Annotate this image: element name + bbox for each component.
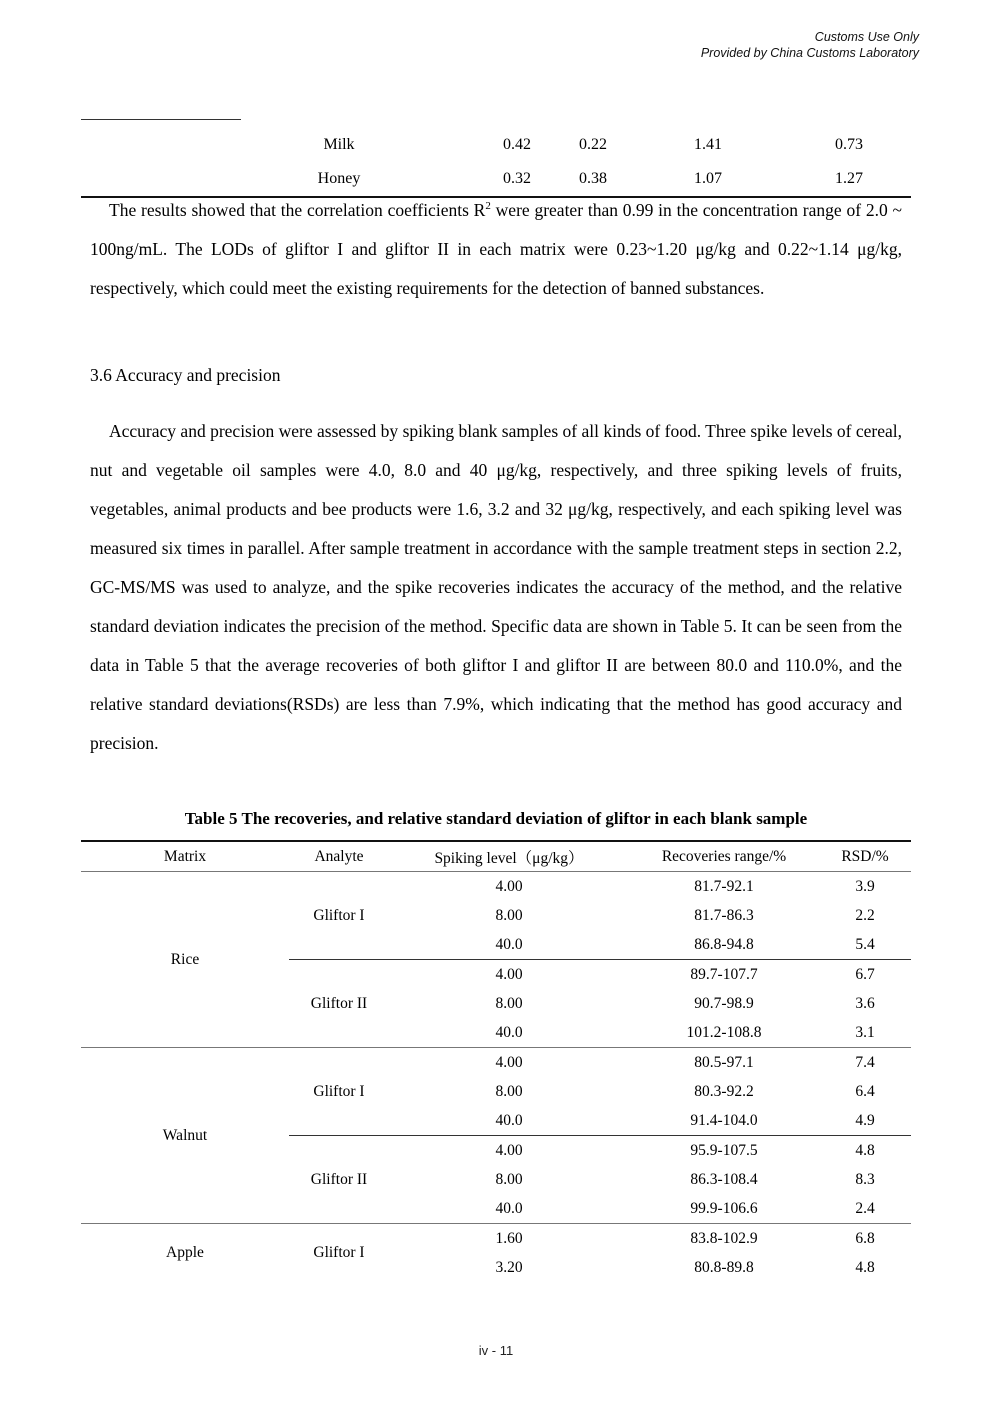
recovery-range-cell: 86.3-108.4 bbox=[690, 1170, 758, 1188]
recovery-range-cell: 95.9-107.5 bbox=[629, 1136, 819, 1166]
spiking-level-cell: 40.0 bbox=[495, 1199, 523, 1217]
column-header: Analyte bbox=[289, 841, 389, 872]
previous-table-continuation bbox=[81, 128, 911, 198]
rsd-cell: 6.7 bbox=[819, 960, 911, 990]
rsd-cell: 3.6 bbox=[855, 994, 875, 1012]
spiking-level-cell: 8.00 bbox=[495, 906, 523, 924]
value-cell: 1.07 bbox=[621, 162, 809, 197]
table-continuation-rule bbox=[81, 119, 241, 120]
header-line-1: Customs Use Only bbox=[814, 30, 919, 44]
value-cell: 0.32 bbox=[389, 162, 579, 197]
recovery-range-cell: 89.7-107.7 bbox=[629, 960, 819, 990]
recovery-range-cell: 80.8-89.8 bbox=[694, 1258, 754, 1276]
analyte-cell: Gliftor II bbox=[289, 1136, 389, 1224]
recovery-range-cell: 101.2-108.8 bbox=[686, 1023, 762, 1041]
spiking-level-cell: 4.00 bbox=[389, 1136, 629, 1166]
spiking-level-cell: 4.00 bbox=[495, 877, 523, 895]
table-header-row bbox=[81, 841, 911, 872]
spiking-level-cell: 8.00 bbox=[495, 1170, 523, 1188]
recovery-range-cell: 99.9-106.6 bbox=[690, 1199, 758, 1217]
rsd-cell: 3.9 bbox=[855, 877, 875, 895]
analyte-cell: Gliftor II bbox=[289, 960, 389, 1048]
rsd-cell: 2.2 bbox=[855, 906, 875, 924]
paragraph-text: The results showed that the correlation coefficients R bbox=[109, 200, 486, 220]
value-cell: 0.73 bbox=[835, 136, 863, 153]
rsd-cell: 6.4 bbox=[855, 1082, 875, 1100]
spiking-level-cell: 3.20 bbox=[495, 1258, 523, 1276]
spiking-level-cell: 4.00 bbox=[389, 1048, 629, 1078]
recovery-range-cell: 80.3-92.2 bbox=[694, 1082, 754, 1100]
spiking-level-cell: 40.0 bbox=[495, 1023, 523, 1041]
matrix-cell: Milk bbox=[323, 136, 355, 153]
rsd-cell: 7.4 bbox=[819, 1048, 911, 1078]
value-cell: 0.42 bbox=[503, 136, 531, 153]
spiking-level-cell: 4.00 bbox=[389, 960, 629, 990]
analyte-cell: Gliftor I bbox=[313, 906, 365, 924]
recoveries-table bbox=[81, 840, 911, 1282]
column-header: RSD/% bbox=[819, 841, 911, 872]
section-heading: 3.6 Accuracy and precision bbox=[90, 365, 281, 385]
rsd-cell: 4.8 bbox=[819, 1136, 911, 1166]
analyte-cell: Gliftor I bbox=[289, 1224, 389, 1283]
rsd-cell: 6.8 bbox=[819, 1224, 911, 1254]
recovery-range-cell: 80.5-97.1 bbox=[629, 1048, 819, 1078]
matrix-cell: Apple bbox=[81, 1224, 289, 1283]
results-paragraph bbox=[90, 191, 902, 308]
spiking-level-cell: 40.0 bbox=[495, 935, 523, 953]
rsd-cell: 3.1 bbox=[855, 1023, 875, 1041]
recovery-range-cell: 81.7-92.1 bbox=[694, 877, 754, 895]
value-cell: 1.27 bbox=[809, 162, 911, 197]
table-caption: Table 5 The recoveries, and relative standard deviation of gliftor in each blank sample bbox=[184, 809, 808, 828]
column-header: Matrix bbox=[81, 841, 289, 872]
recovery-range-cell: 83.8-102.9 bbox=[629, 1224, 819, 1254]
rsd-cell: 2.4 bbox=[855, 1199, 875, 1217]
value-cell: 0.38 bbox=[579, 162, 621, 197]
table-row bbox=[81, 128, 911, 162]
header-line-2: Provided by China Customs Laboratory bbox=[700, 46, 919, 60]
analyte-cell: Gliftor I bbox=[289, 1048, 389, 1136]
superscript: 2 bbox=[485, 200, 491, 213]
page-number: iv - 11 bbox=[478, 1343, 514, 1358]
spiking-level-cell: 40.0 bbox=[495, 1111, 523, 1129]
recovery-range-cell: 90.7-98.9 bbox=[694, 994, 754, 1012]
rsd-cell: 5.4 bbox=[855, 935, 875, 953]
paragraph-text: were greater than 0.99 in the concentration range of 2.0 ~ 100ng/mL. The LODs of gliftor I and gliftor II in each matrix were 0.23~1.20 μg/kg and 0.22~1.14 μg/kg, respectively, which could meet the existing requirements for the detection of banned substances. bbox=[90, 200, 902, 298]
page-header bbox=[701, 29, 919, 61]
matrix-cell: Honey bbox=[289, 162, 389, 197]
value-cell: 1.41 bbox=[694, 136, 722, 153]
rsd-cell: 4.8 bbox=[855, 1258, 875, 1276]
matrix-cell: Walnut bbox=[81, 1048, 289, 1224]
spiking-level-cell: 1.60 bbox=[389, 1224, 629, 1254]
rsd-cell: 4.9 bbox=[855, 1111, 875, 1129]
recovery-range-cell: 86.8-94.8 bbox=[694, 935, 754, 953]
table-row bbox=[81, 872, 911, 902]
column-header: Spiking level（μg/kg） bbox=[389, 841, 629, 872]
recovery-range-cell: 81.7-86.3 bbox=[694, 906, 754, 924]
recovery-range-cell: 91.4-104.0 bbox=[690, 1111, 758, 1129]
table-row bbox=[81, 1048, 911, 1078]
spiking-level-cell: 8.00 bbox=[495, 1082, 523, 1100]
rsd-cell: 8.3 bbox=[855, 1170, 875, 1188]
table-row bbox=[81, 1224, 911, 1254]
column-header: Recoveries range/% bbox=[629, 841, 819, 872]
spiking-level-cell: 8.00 bbox=[495, 994, 523, 1012]
matrix-cell: Rice bbox=[170, 950, 200, 968]
accuracy-paragraph: Accuracy and precision were assessed by spiking blank samples of all kinds of food. Three spike levels of cereal, nut and vegetable oil samples were 4.0, 8.0 and 40 μg/kg, respectively, and three spiking levels of fruits, vegetables, animal products and bee products were 1.6, 3.2 and 32 μg/kg, respectively, and each spiking level was measured six times in parallel. After sample treatment in accordance with the sample treatment steps in section 2.2, GC-MS/MS was used to analyze, and the spike recoveries indicates the accuracy of the method, and the relative standard deviation indicates the precision of the method. Specific data are shown in Table 5. It can be seen from the data in Table 5 that the average recoveries of both gliftor I and gliftor II are between 80.0 and 110.0%, and the relative standard deviations(RSDs) are less than 7.9%, which indicating that the method has good accuracy and precision. bbox=[90, 421, 902, 753]
value-cell: 0.22 bbox=[579, 136, 607, 153]
